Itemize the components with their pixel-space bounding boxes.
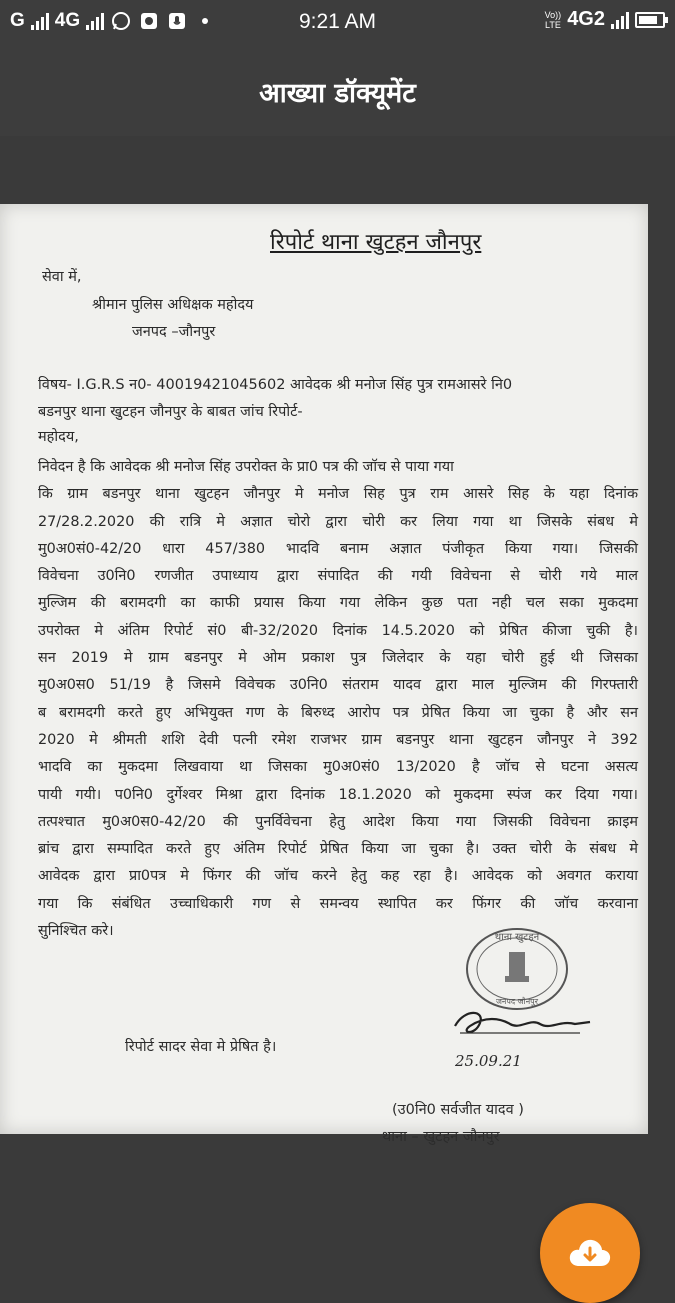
signal-strength-icon	[611, 11, 629, 29]
download-button[interactable]	[540, 1203, 640, 1303]
body-line: मु0अ0स0 51/19 है जिसमे विवेचक उ0नि0 संतराम यादव द्वारा माल मुल्जिम की गिरफ्तारी	[38, 677, 638, 694]
greeting: महोदय,	[38, 429, 79, 445]
body-line: तत्पश्चात मु0अ0स0-42/20 की पुनर्विवेचना हेतु आदेश किया गया जिसकी विवेचना क्राइम	[38, 813, 638, 830]
body-line: विवेचना उ0नि0 रणजीत उपाध्याय द्वारा संपादित की गयी विवेचना से चोरी गये माल	[38, 568, 638, 585]
cloud-download-icon	[568, 1236, 612, 1270]
document-viewer[interactable]	[0, 136, 675, 1200]
body-line: 2020 मे श्रीमती शशि देवी पत्नी रमेश राजभर ग्राम बडनपुर थाना खुटहन जौनपुर ने 392	[38, 731, 638, 748]
body-line: कि ग्राम बडनपुर थाना खुटहन जौनपुर मे मनोज सिह पुत्र राम आसरे सिह के यहा दिनांक	[38, 486, 638, 503]
document-body	[38, 454, 638, 945]
recipient: श्रीमान पुलिस अधिक्षक महोदय	[92, 297, 254, 313]
document-title: रिपोर्ट थाना खुटहन जौनपुर	[270, 230, 482, 255]
body-line: ब बरामदगी करते हुए अभियुक्त गण के बिरुध्द आरोप पत्र प्रेषित किया जा चुका है और सन	[38, 704, 638, 721]
document-image	[0, 204, 648, 1145]
network-indicator: 4G2	[567, 8, 605, 30]
clock: 9:21 AM	[298, 10, 377, 33]
signature-date: 25.09.21	[455, 1052, 522, 1070]
body-line: भादवि का मुकदमा लिखवाया था जिसका मु0अ0सं0 13/2020 है जॉच से घटना असत्य	[38, 759, 638, 776]
carrier-label: G	[10, 10, 25, 31]
body-line: मुल्जिम की बरामदगी का काफी प्रयास किया गया लेकिन कुछ पता नही चल सका मुकदमा	[38, 595, 638, 612]
body-line: निवेदन है कि आवेदक श्री मनोज सिंह उपरोक्त के प्रा0 पत्र की जॉच से पाया गया	[38, 459, 454, 475]
signer-name: (उ0नि0 सर्वजीत यादव )	[392, 1102, 524, 1118]
closing-line: रिपोर्ट सादर सेवा मे प्रेषित है।	[125, 1039, 277, 1055]
volte-indicator: Vo)) LTE	[544, 9, 562, 30]
network-type-label: 4G	[54, 10, 81, 31]
body-line: ब्रांच द्वारा सम्पादित करते हुए अंतिम रिपोर्ट प्रेषित किया जा चुका है। उक्त चोरी के संबध मे	[38, 841, 638, 858]
body-line: आवेदक द्वारा प्रा0पत्र मे फिंगर की जॉच करने हेतु कह रहा है। आवेदक को अवगत कराया	[38, 868, 638, 885]
district: जनपद –जौनपुर	[132, 324, 216, 340]
subject-line-1: विषय- I.G.R.S न0- 40019421045602 आवेदक श्री मनोज सिंह पुत्र रामआसरे नि0	[38, 377, 513, 393]
status-bar	[0, 0, 675, 46]
app-bar	[0, 46, 675, 136]
body-line: उपरोक्त मे अंतिम रिपोर्ट सं0 बी-32/2020 दिनांक 14.5.2020 को प्रेषित कीजा चुकी है।	[38, 622, 638, 639]
body-line: सन 2019 मे ग्राम बडनपुर मे ओम प्रकाश पुत्र जिलेदार के यहा चोरी हुई थी जिसका	[38, 650, 638, 667]
svg-text:थाना खुटहन: थाना खुटहन	[494, 932, 540, 943]
page-title: आख्या डॉक्यूमेंट	[259, 77, 416, 109]
subject-line-2: बडनपुर थाना खुटहन जौनपुर के बाबत जांच रिपोर्ट-	[38, 404, 303, 420]
svg-text:जनपद जौनपुर: जनपद जौनपुर	[496, 997, 538, 1006]
body-line: पायी गयी। प0नि0 दुर्गेश्वर मिश्रा द्वारा दिनांक 18.1.2020 को मुकदमा स्पंज कर दिया गया।	[38, 786, 638, 803]
salutation: सेवा में,	[42, 269, 82, 285]
body-line: 27/28.2.2020 की रात्रि मे अज्ञात चोरो द्वारा चोरी कर लिया गया था जिसके संबध मे	[38, 513, 638, 530]
battery-icon	[635, 12, 665, 28]
status-right	[545, 8, 665, 31]
body-line: सुनिश्चित करे।	[38, 923, 114, 940]
body-line: मु0अ0सं0-42/20 धारा 457/380 भादवि बनाम अज्ञात पंजीकृत किया गया। जिसकी	[38, 540, 638, 557]
signer-place: थाना – खुटहन जौनपुर	[382, 1129, 500, 1145]
body-line: गया कि संबंधित उच्चाधिकारी गण से समन्वय स्थापित कर फिंगर की जॉच करवाना	[38, 895, 638, 912]
